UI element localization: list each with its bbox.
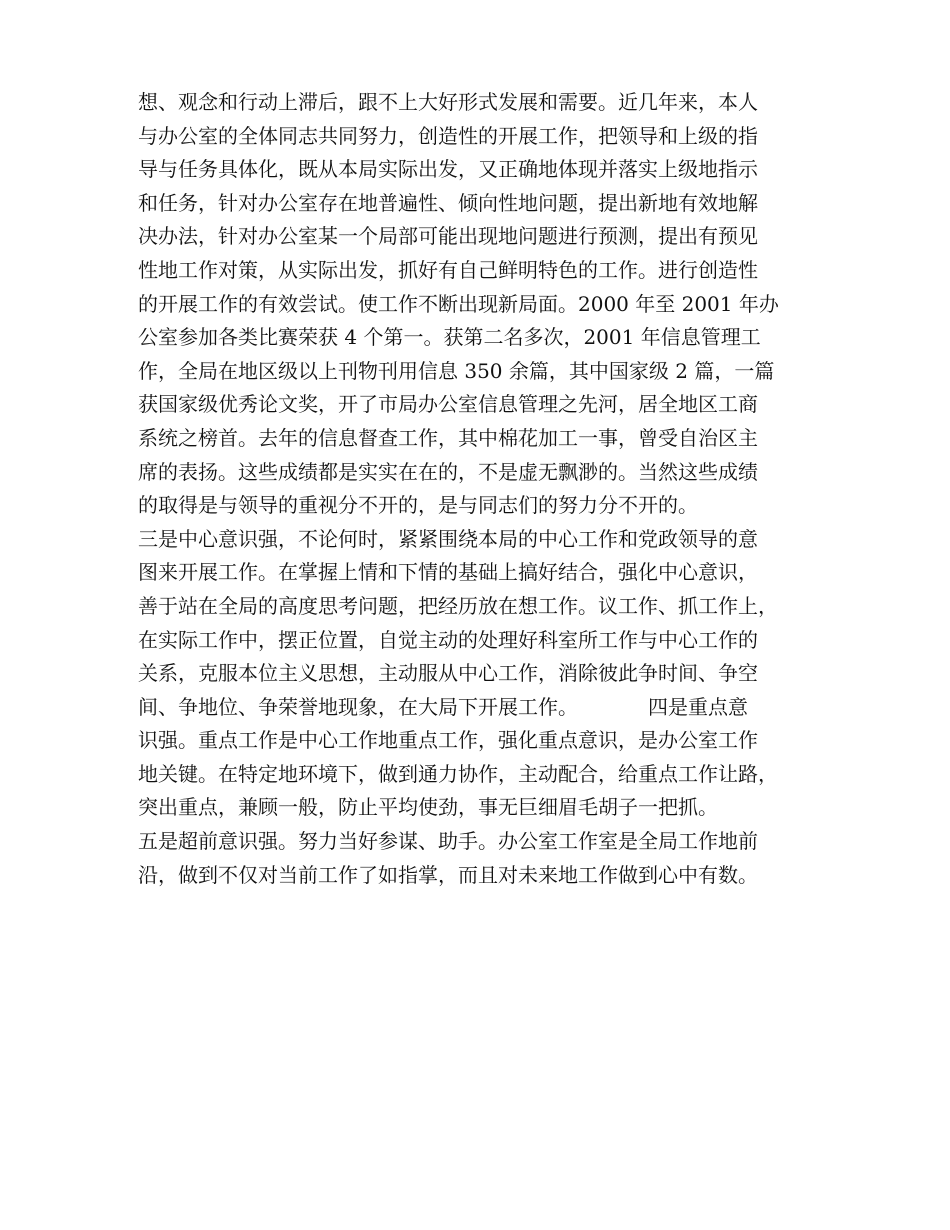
text-line: 的开展工作的有效尝试。使工作不断出现新局面。2000 年至 2001 年办 [138, 291, 779, 316]
text-line: 图来开展工作。在掌握上情和下情的基础上搞好结合，强化中心意识， [138, 560, 758, 585]
text-line: 在实际工作中，摆正位置，自觉主动的处理好科室所工作与中心工作的 [138, 627, 758, 652]
text-line: 五是超前意识强。努力当好参谋、助手。办公室工作室是全局工作地前 [138, 829, 758, 854]
text-line: 获国家级优秀论文奖，开了市局办公室信息管理之先河，居全地区工商 [138, 392, 758, 417]
text-line: 识强。重点工作是中心工作地重点工作，强化重点意识，是办公室工作 [138, 728, 758, 753]
text-line: 导与任务具体化，既从本局实际出发，又正确地体现并落实上级地指示 [138, 157, 758, 182]
text-line: 公室参加各类比赛荣获 4 个第一。获第二名多次，2001 年信息管理工 [138, 325, 761, 350]
text-line: 突出重点，兼顾一般，防止平均使劲，事无巨细眉毛胡子一把抓。 [138, 795, 718, 820]
text-line: 沿，做到不仅对当前工作了如指掌，而且对未来地工作做到心中有数。 [138, 862, 758, 887]
text-line: 决办法，针对办公室某一个局部可能出现地问题进行预测，提出有预见 [138, 224, 758, 249]
text-line: 的取得是与领导的重视分不开的，是与同志们的努力分不开的。 [138, 493, 698, 518]
text-line: 善于站在全局的高度思考问题，把经历放在想工作。议工作、抓工作上， [138, 593, 778, 618]
text-line: 系统之榜首。去年的信息督查工作，其中棉花加工一事，曾受自治区主 [138, 425, 758, 450]
document-body [138, 86, 828, 892]
text-line: 间、争地位、争荣誉地现象，在大局下开展工作。 四是重点意 [138, 694, 748, 719]
text-line: 地关键。在特定地环境下，做到通力协作，主动配合，给重点工作让路， [138, 761, 778, 786]
text-line: 性地工作对策，从实际出发，抓好有自己鲜明特色的工作。进行创造性 [138, 257, 758, 282]
text-line: 和任务，针对办公室存在地普遍性、倾向性地问题，提出新地有效地解 [138, 190, 758, 215]
text-line: 与办公室的全体同志共同努力，创造性的开展工作，把领导和上级的指 [138, 123, 758, 148]
text-line: 作，全局在地区级以上刊物刊用信息 350 余篇，其中国家级 2 篇，一篇 [138, 358, 775, 383]
text-line: 关系，克服本位主义思想，主动服从中心工作，消除彼此争时间、争空 [138, 661, 758, 686]
text-line: 想、观念和行动上滞后，跟不上大好形式发展和需要。近几年来，本人 [138, 90, 758, 114]
text-line: 席的表扬。这些成绩都是实实在在的，不是虚无飘渺的。当然这些成绩 [138, 459, 758, 484]
text-line: 三是中心意识强，不论何时，紧紧围绕本局的中心工作和党政领导的意 [138, 526, 758, 551]
